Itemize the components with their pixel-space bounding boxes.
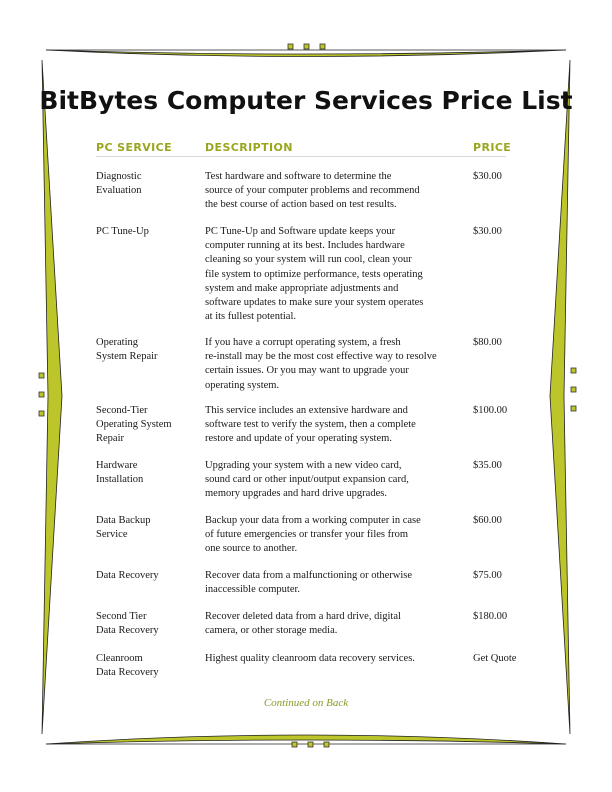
service-description: PC Tune-Up and Software update keeps your computer running at its best. Includes hardware cleaning so your system will run cool, clean your file system to optimize performance, tests operating system and make appropriate adjustments and software updates to make sure your system operates at its fullest potential. bbox=[205, 226, 424, 323]
service-price: $100.00 bbox=[473, 405, 508, 416]
bottom-border-accent bbox=[46, 735, 566, 744]
service-price: Get Quote bbox=[473, 653, 517, 664]
service-name: Operating System Repair bbox=[96, 337, 158, 363]
page-title: BitBytes Computer Services Price List bbox=[39, 86, 573, 115]
left-border-accent bbox=[42, 60, 62, 734]
service-name: Data Backup Service bbox=[96, 515, 151, 541]
right-ornament-squares bbox=[571, 368, 576, 411]
column-header-price: PRICE bbox=[473, 141, 512, 154]
header-divider bbox=[96, 156, 506, 157]
service-description: Highest quality cleanroom data recovery services. bbox=[205, 653, 415, 664]
top-border-accent bbox=[46, 50, 566, 57]
service-price: $180.00 bbox=[473, 611, 508, 622]
service-description: Backup your data from a working computer in case of future emergencies or transfer your files from one source to another. bbox=[205, 515, 421, 555]
top-ornament-squares bbox=[288, 44, 325, 49]
service-price: $35.00 bbox=[473, 460, 502, 471]
service-description: Recover data from a malfunctioning or otherwise inaccessible computer. bbox=[205, 570, 413, 596]
service-name: Hardware Installation bbox=[96, 460, 144, 486]
service-description: If you have a corrupt operating system, a fresh re-install may be the most cost effective way to resolve certain issues. Or you may want to upgrade your operating system. bbox=[205, 337, 437, 391]
service-price: $60.00 bbox=[473, 515, 502, 526]
service-description: Recover deleted data from a hard drive, digital camera, or other storage media. bbox=[205, 611, 401, 637]
service-price: $75.00 bbox=[473, 570, 502, 581]
service-name: Second-Tier Operating System Repair bbox=[96, 405, 172, 445]
service-description: Test hardware and software to determine the source of your computer problems and recommend the best course of action based on test results. bbox=[205, 171, 420, 211]
service-name: PC Tune-Up bbox=[96, 226, 149, 237]
service-name: Cleanroom Data Recovery bbox=[96, 653, 159, 679]
service-description: Upgrading your system with a new video card, sound card or other input/output expansion card, memory upgrades and hard drive upgrades. bbox=[205, 460, 409, 500]
service-description: This service includes an extensive hardware and software test to verify the system, then a complete restore and update of your operating system. bbox=[205, 405, 416, 445]
column-header-description: DESCRIPTION bbox=[205, 141, 293, 154]
bottom-ornament-squares bbox=[292, 742, 329, 747]
right-border-accent bbox=[550, 60, 570, 734]
service-name: Data Recovery bbox=[96, 570, 159, 581]
service-name: Second Tier Data Recovery bbox=[96, 611, 159, 637]
service-price: $30.00 bbox=[473, 226, 502, 237]
service-name: Diagnostic Evaluation bbox=[96, 171, 142, 197]
service-price: $80.00 bbox=[473, 337, 502, 348]
column-header-service: PC SERVICE bbox=[96, 141, 173, 154]
continued-note: Continued on Back bbox=[263, 697, 349, 709]
service-price: $30.00 bbox=[473, 171, 502, 182]
left-ornament-squares bbox=[39, 373, 44, 416]
